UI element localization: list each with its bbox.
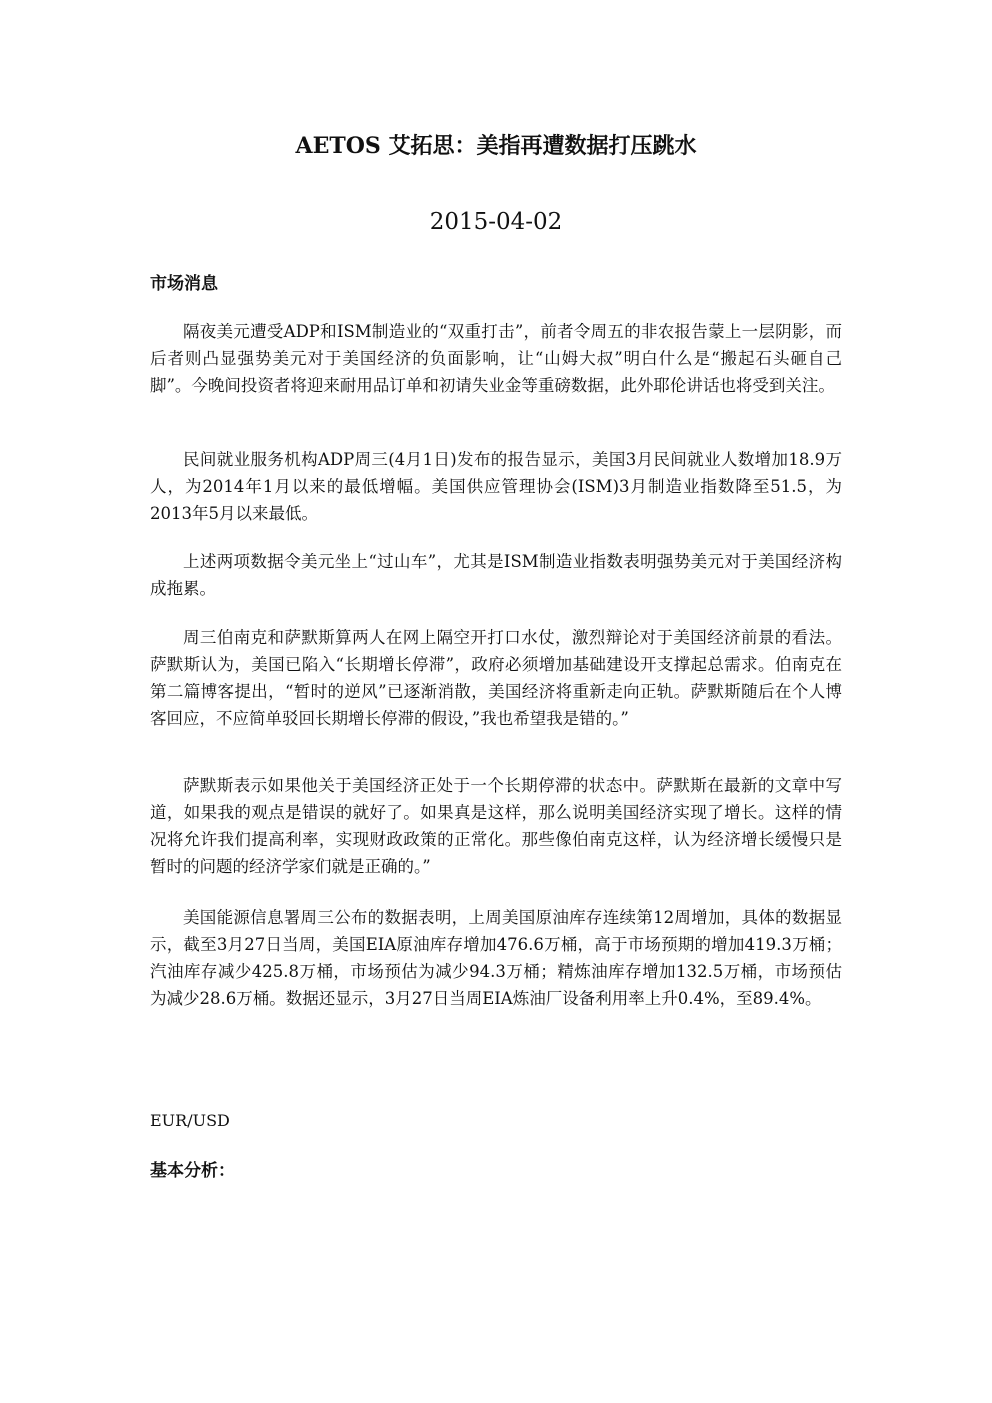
document-title: AETOS 艾拓思：美指再遭数据打压跳水 (295, 133, 697, 159)
currency-pair-label: EUR/USD (150, 1111, 230, 1130)
paragraph: 隔夜美元遭受ADP和ISM制造业的“双重打击”，前者令周五的非农报告蒙上一层阴影，而后者则凸显强势美元对于美国经济的负面影响，让“山姆大叔”明白什么是“搬起石头砸自己脚”。今晚间投资者将迎来耐用品订单和初请失业金等重磅数据，此外耶伦讲话也将受到关注。 (150, 322, 842, 395)
paragraph: 民间就业服务机构ADP周三(4月1日)发布的报告显示，美国3月民间就业人数增加18.9万人，为2014年1月以来的最低增幅。美国供应管理协会(ISM)3月制造业指数降至51.5，为2013年5月以来最低。 (150, 450, 842, 523)
document-date: 2015-04-02 (429, 209, 563, 235)
section-heading-market-news: 市场消息 (150, 274, 218, 294)
section-heading-fundamental: 基本分析： (150, 1161, 235, 1181)
paragraph: 美国能源信息署周三公布的数据表明，上周美国原油库存连续第12周增加，具体的数据显示，截至3月27日当周，美国EIA原油库存增加476.6万桶，高于市场预期的增加419.3万桶；汽油库存减少425.8万桶，市场预估为减少94.3万桶；精炼油库存增加132.5万桶，市场预估为减少28.6万桶。数据还显示，3月27日当周EIA炼油厂设备利用率上升0.4%，至89.4%。 (150, 908, 842, 1008)
paragraph: 上述两项数据令美元坐上“过山车”，尤其是ISM制造业指数表明强势美元对于美国经济构成拖累。 (150, 552, 842, 598)
paragraph: 萨默斯表示如果他关于美国经济正处于一个长期停滞的状态中。萨默斯在最新的文章中写道，如果我的观点是错误的就好了。如果真是这样，那么说明美国经济实现了增长。这样的情况将允许我们提高利率，实现财政政策的正常化。那些像伯南克这样，认为经济增长缓慢只是暂时的问题的经济学家们就是正确的。” (150, 776, 842, 876)
paragraph: 周三伯南克和萨默斯算两人在网上隔空开打口水仗，激烈辩论对于美国经济前景的看法。萨默斯认为，美国已陷入“长期增长停滞”，政府必须增加基础建设开支撑起总需求。伯南克在第二篇博客提出，“暂时的逆风”已逐渐消散，美国经济将重新走向正轨。萨默斯随后在个人博客回应，不应简单驳回长期增长停滞的假设，”我也希望我是错的。” (150, 628, 842, 728)
